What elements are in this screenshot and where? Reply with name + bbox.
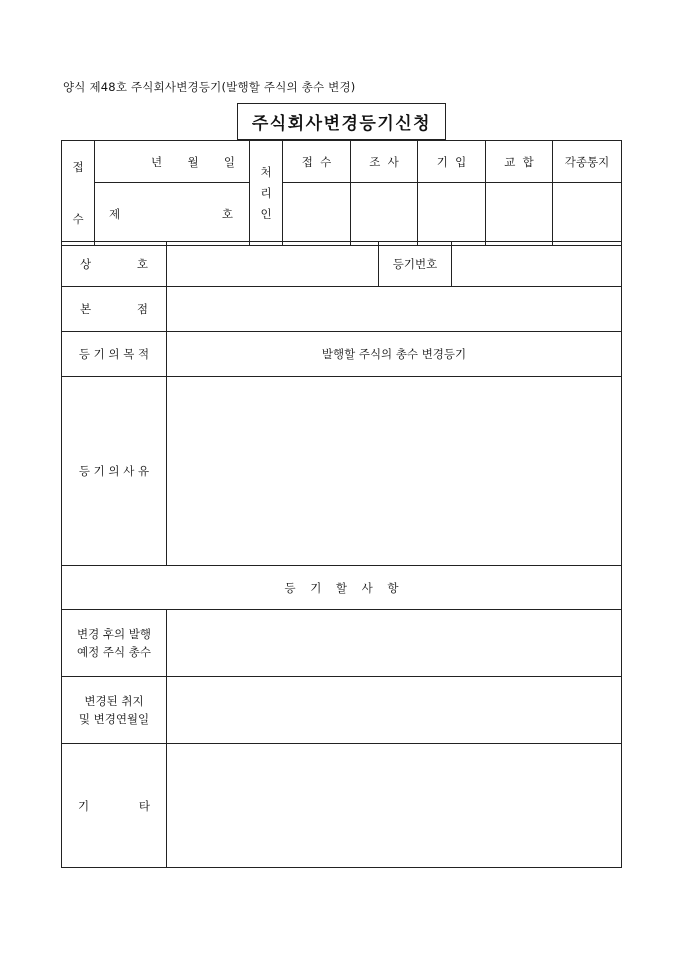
year-label: 년	[151, 154, 163, 169]
process-column-header: 조 사	[351, 141, 418, 183]
number-prefix-label: 제	[109, 207, 121, 222]
stamp-box-notice[interactable]	[553, 183, 622, 246]
application-table	[61, 241, 622, 868]
purpose-value: 발행할 주식의 총수 변경등기	[167, 332, 622, 377]
registration-number-label: 등기번호	[379, 242, 452, 287]
day-label: 일	[223, 154, 235, 169]
reason-label: 등 기 의 사 유	[62, 377, 167, 566]
form-number-label: 양식 제48호 주식회사변경등기(발행할 주식의 총수 변경)	[63, 80, 356, 94]
stamp-box-review[interactable]	[351, 183, 418, 246]
trade-name-label: 상 호	[62, 242, 167, 287]
receipt-number-field[interactable]	[95, 183, 250, 246]
head-office-field[interactable]	[167, 287, 622, 332]
stamp-box-entry[interactable]	[418, 183, 486, 246]
receipt-table	[61, 140, 622, 246]
process-label-cell	[250, 141, 283, 246]
other-field[interactable]	[167, 744, 622, 868]
process-column-header: 각종통지	[553, 141, 622, 183]
head-office-label: 본 점	[62, 287, 167, 332]
receipt-label-cell	[62, 141, 95, 246]
page-title: 주식회사변경등기신청	[237, 103, 446, 140]
process-column-header: 접 수	[283, 141, 351, 183]
stamp-box-receipt[interactable]	[283, 183, 351, 246]
process-label-ri: 리	[260, 185, 272, 200]
shares-total-field[interactable]	[167, 610, 622, 677]
receipt-label-su: 수	[72, 212, 84, 226]
change-date-field[interactable]	[167, 677, 622, 744]
trade-name-field[interactable]	[167, 242, 379, 287]
registration-number-field[interactable]	[452, 242, 622, 287]
shares-total-label: 변경 후의 발행 예정 주식 총수	[62, 610, 167, 677]
reason-field[interactable]	[167, 377, 622, 566]
process-label-in: 인	[260, 206, 272, 221]
other-label: 기 타	[62, 744, 167, 868]
purpose-label: 등 기 의 목 적	[62, 332, 167, 377]
matters-header: 등 기 할 사 항	[62, 566, 622, 610]
stamp-box-check[interactable]	[486, 183, 553, 246]
month-label: 월	[187, 154, 199, 169]
process-column-header: 교 합	[486, 141, 553, 183]
receipt-date-field[interactable]	[95, 141, 250, 183]
process-column-header: 기 입	[418, 141, 486, 183]
change-date-label: 변경된 취지 및 변경연월일	[62, 677, 167, 744]
process-label-ch: 처	[260, 164, 272, 179]
number-suffix-label: 호	[221, 207, 233, 222]
receipt-label-jeop: 접	[72, 160, 84, 174]
